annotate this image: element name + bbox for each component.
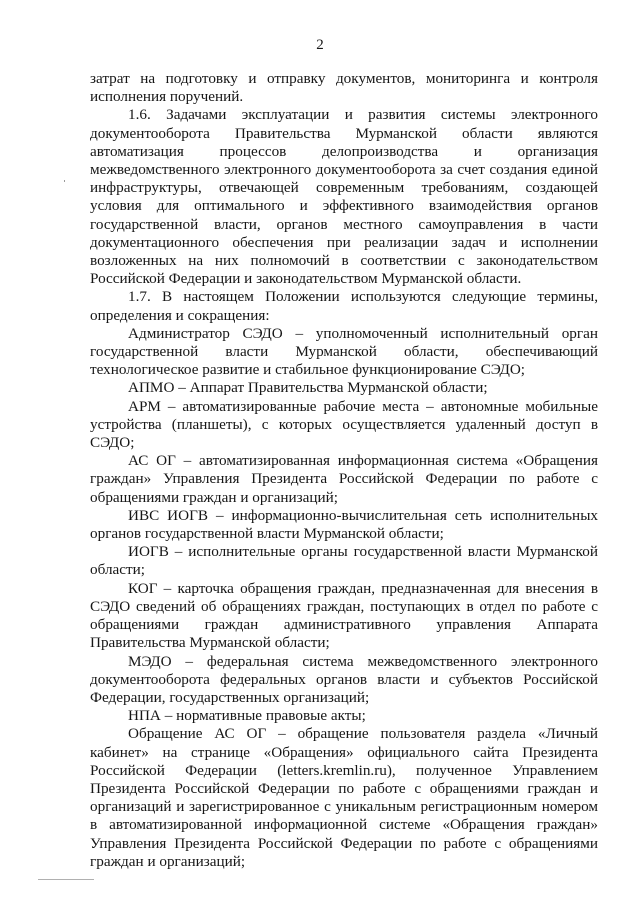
bottom-margin-line [38, 879, 94, 880]
term-medo: МЭДО – федеральная система межведомственного электронного документооборота федеральных органов власти и субъектов Российской Федерации, государственных организаций; [90, 652, 598, 706]
term-obrashchenie-as-og: Обращение АС ОГ – обращение пользователя раздела «Личный кабинет» на странице «Обращения» официального сайта Президента Российской Федерации (letters.kremlin.ru), полученное Управлением Президента Российской Федерации по работе с обращениями граждан и организаций и зарегистрированное с уникальным регистрационным номером в автоматизированной информационной системе «Обращения граждан» Управления Президента Российской Федерации по работе с обращениями граждан и организаций; [90, 725, 598, 870]
paragraph-continuation: затрат на подготовку и отправку документов, мониторинга и контроля исполнения поручений. [90, 70, 598, 106]
paragraph-1-7: 1.7. В настоящем Положении используются следующие термины, определения и сокращения: [90, 288, 598, 324]
term-arm: АРМ – автоматизированные рабочие места – автономные мобильные устройства (планшеты), с которых осуществляется удаленный доступ в СЭДО; [90, 397, 598, 452]
term-kog: КОГ – карточка обращения граждан, предназначенная для внесения в СЭДО сведений об обращениях граждан, поступающих в отдел по работе с обращениями граждан административного управления Аппарата Правительства Мурманской области; [90, 579, 598, 652]
term-administrator-sedo: Администратор СЭДО – уполномоченный исполнительный орган государственной власти Мурманской области, обеспечивающий технологическое развитие и стабильное функционирование СЭДО; [90, 324, 598, 379]
term-ivs-iogv: ИВС ИОГВ – информационно-вычислительная сеть исполнительных органов государственной власти Мурманской области; [90, 506, 598, 543]
document-body [90, 70, 598, 871]
term-as-og: АС ОГ – автоматизированная информационная система «Обращения граждан» Управления Президента Российской Федерации по работе с обращениями граждан и организаций; [90, 452, 598, 506]
term-apmo: АПМО – Аппарат Правительства Мурманской области; [128, 379, 488, 397]
page-number: 2 [316, 37, 324, 53]
paragraph-1-6: 1.6. Задачами эксплуатации и развития системы электронного документооборота Правительства Мурманской области являются автоматизация процессов делопроизводства и организация межведомственного электронного документооборота за счет создания единой инфраструктуры, отвечающей современным требованиям, создающей условия для оптимального и эффективного взаимодействия органов государственной власти, органов местного самоуправления в части документационного обеспечения при реализации задач и исполнении возложенных на них полномочий в соответствии с законодательством Российской Федерации и законодательством Мурманской области. [90, 106, 598, 288]
term-npa: НПА – нормативные правовые акты; [128, 707, 366, 725]
term-iogv: ИОГВ – исполнительные органы государственной власти Мурманской области; [90, 543, 598, 579]
margin-mark [64, 180, 65, 182]
